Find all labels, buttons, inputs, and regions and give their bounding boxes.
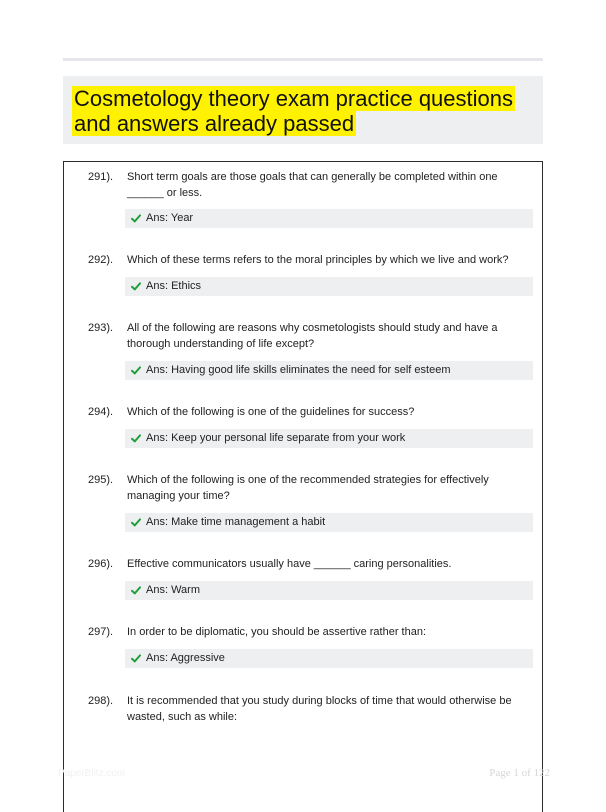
title-banner bbox=[63, 76, 543, 144]
question-text: Effective communicators usually have ______ caring personalities. bbox=[127, 558, 452, 570]
question-number: 294). bbox=[88, 406, 114, 418]
answer-box bbox=[125, 581, 533, 600]
footer-watermark: PaperBlitz.com bbox=[58, 768, 126, 779]
question-number: 296). bbox=[88, 558, 114, 570]
check-icon bbox=[131, 366, 141, 375]
question-text: Which of the following is one of the guidelines for success? bbox=[127, 406, 415, 418]
question-number: 298). bbox=[88, 695, 114, 707]
question-list bbox=[63, 161, 543, 812]
answer-text: Ans: Keep your personal life separate from your work bbox=[146, 432, 406, 444]
answer-box bbox=[125, 429, 533, 448]
answer-text: Ans: Make time management a habit bbox=[146, 516, 326, 528]
top-divider bbox=[63, 58, 543, 61]
check-icon bbox=[131, 518, 141, 527]
question-number: 293). bbox=[88, 322, 114, 334]
answer-box bbox=[125, 277, 533, 296]
question-text: In order to be diplomatic, you should be assertive rather than: bbox=[127, 626, 427, 638]
answer-text: Ans: Having good life skills eliminates the need for self esteem bbox=[146, 364, 451, 376]
question-number: 292). bbox=[88, 254, 114, 266]
check-icon bbox=[131, 214, 141, 223]
question-number: 297). bbox=[88, 626, 114, 638]
answer-text: Ans: Aggressive bbox=[146, 652, 225, 664]
answer-box bbox=[125, 361, 533, 380]
question-number: 291). bbox=[88, 171, 114, 183]
answer-text: Ans: Year bbox=[146, 212, 194, 224]
question-text: It is recommended that you study during blocks of time that would otherwise be wasted, such as while: bbox=[127, 695, 512, 723]
check-icon bbox=[131, 586, 141, 595]
check-icon bbox=[131, 654, 141, 663]
question-text: Short term goals are those goals that can generally be completed within one ______ or less. bbox=[127, 171, 498, 199]
page-indicator: Page 1 of 122 bbox=[489, 767, 550, 779]
question-text: All of the following are reasons why cosmetologists should study and have a thorough understanding of life except? bbox=[127, 322, 498, 350]
question-text: Which of the following is one of the recommended strategies for effectively managing your time? bbox=[127, 474, 489, 502]
question-text: Which of these terms refers to the moral principles by which we live and work? bbox=[127, 254, 509, 266]
answer-box bbox=[125, 649, 533, 668]
answer-box bbox=[125, 209, 533, 228]
answer-box bbox=[125, 513, 533, 532]
check-icon bbox=[131, 282, 141, 291]
question-number: 295). bbox=[88, 474, 114, 486]
check-icon bbox=[131, 434, 141, 443]
document-title: Cosmetology theory exam practice questions and answers already passed bbox=[74, 86, 513, 136]
answer-text: Ans: Warm bbox=[146, 584, 200, 596]
answer-text: Ans: Ethics bbox=[146, 280, 202, 292]
